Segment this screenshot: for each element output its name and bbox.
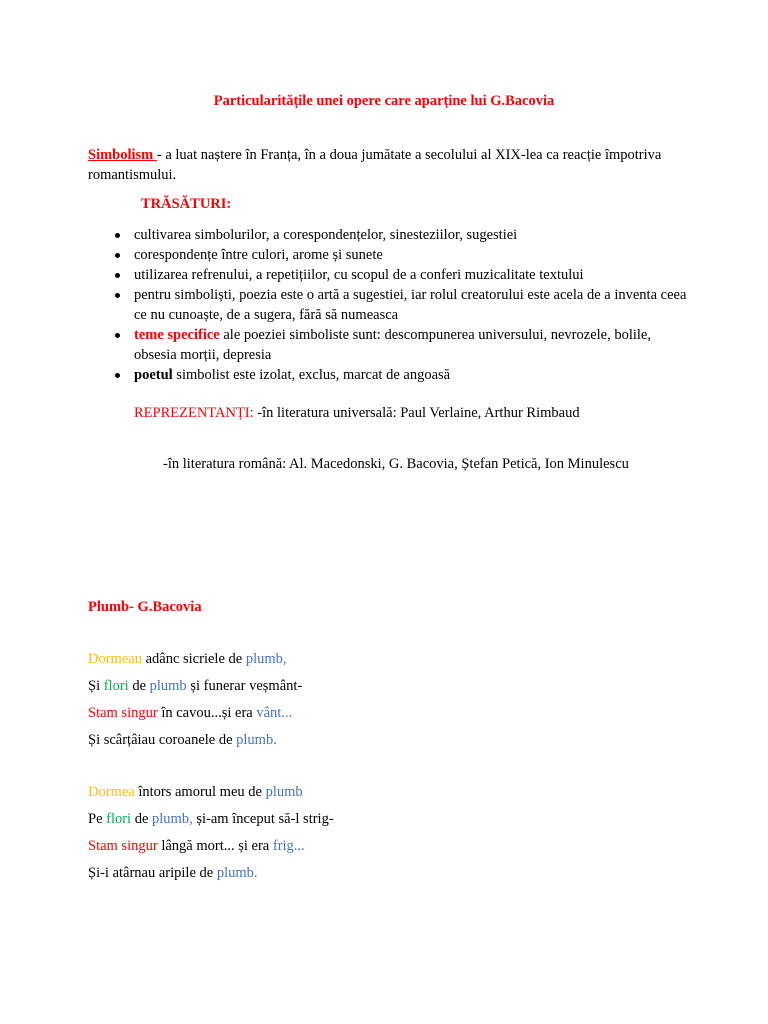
- poem-line: [88, 836, 334, 863]
- poem-text: Pe: [88, 811, 107, 827]
- poem-word: Stam singur: [88, 838, 158, 854]
- poem-text: Și scârțâiau coroanele de: [88, 732, 237, 748]
- poem-text: și-am început să-l strig-: [192, 811, 334, 827]
- reprezentanti-universal-text: -în literatura universală: Paul Verlaine, Arthur Rimbaud: [253, 405, 580, 421]
- bullet-text: simbolist este izolat, exclus, marcat de angoasă: [172, 367, 451, 383]
- poem-word: plumb: [149, 678, 187, 694]
- bullet-text: cultivarea simbolurilor, a corespondențelor, sinesteziilor, sugestiei: [134, 227, 518, 243]
- bullet-text: pentru simboliști, poezia este o artă a sugestiei, iar rolul creatorului este acela de a inventa ceea ce nu cunoaște, de a sugera, fără să numeasca: [134, 287, 687, 323]
- reprezentanti-universal: [134, 403, 580, 423]
- list-item: [134, 285, 694, 325]
- poem-line: [88, 730, 302, 757]
- poem-text: de: [128, 678, 150, 694]
- poem-text: adânc sicriele de: [141, 651, 246, 667]
- list-item: [134, 225, 694, 245]
- bullet-text: corespondențe între culori, arome și sunete: [134, 247, 383, 263]
- simbolism-term: Simbolism: [88, 147, 157, 163]
- poem-word: plumb,: [245, 651, 287, 667]
- bullet-text: utilizarea refrenului, a repetițiilor, cu scopul de a conferi muzicalitate textului: [134, 267, 584, 283]
- simbolism-paragraph: [88, 145, 668, 185]
- list-item: [134, 325, 694, 365]
- list-item: [134, 265, 694, 285]
- poem-title: Plumb- G.Bacovia: [88, 599, 202, 615]
- poem-text: în cavou...și era: [157, 705, 257, 721]
- poem-text: Și-i atârnau aripile de: [88, 865, 217, 881]
- reprezentanti-romana: -în literatura română: Al. Macedonski, G. Bacovia, Ștefan Petică, Ion Minulescu: [163, 456, 629, 472]
- poem-line: [88, 649, 302, 676]
- poem-word: plumb: [265, 784, 303, 800]
- poem-line: [88, 863, 334, 890]
- list-item: [134, 365, 694, 385]
- bullet-text: ale poeziei simboliste sunt: descompunerea universului, nevrozele, bolile, obsesia morții, depresia: [134, 327, 651, 363]
- poem-word: plumb.: [236, 732, 277, 748]
- poem-word: Dormea: [88, 784, 135, 800]
- poem-text: întors amorul meu de: [134, 784, 266, 800]
- page-title: Particularitățile unei opere care aparține lui G.Bacovia: [213, 93, 555, 109]
- simbolism-definition: - a luat naștere în Franța, în a doua jumătate a secolului al XIX-lea ca reacție împotriva romantismului.: [88, 147, 662, 183]
- poem-text: și funerar veșmânt-: [186, 678, 303, 694]
- trasaturi-heading: TRĂSĂTURI:: [141, 196, 232, 212]
- poem-word: plumb,: [152, 811, 193, 827]
- poem-word: flori: [103, 678, 129, 694]
- poem-text: de: [131, 811, 153, 827]
- poem-stanza-2: [88, 782, 334, 890]
- poem-word: Stam singur: [88, 705, 158, 721]
- poem-word: Dormeau: [88, 651, 142, 667]
- poem-word: vânt...: [256, 705, 293, 721]
- poem-word: flori: [106, 811, 132, 827]
- poem-word: frig...: [272, 838, 305, 854]
- poem-text: lângă mort... și era: [157, 838, 273, 854]
- poem-line: [88, 676, 302, 703]
- trasaturi-list: [134, 225, 694, 385]
- poem-line: [88, 703, 302, 730]
- poem-text: Și: [88, 678, 104, 694]
- poem-line: [88, 782, 334, 809]
- bullet-lead: teme specifice: [134, 327, 220, 343]
- list-item: [134, 245, 694, 265]
- poem-stanza-1: [88, 649, 302, 757]
- reprezentanti-label: REPREZENTANȚI:: [134, 405, 254, 421]
- bullet-lead: poetul: [134, 367, 173, 383]
- poem-word: plumb.: [216, 865, 258, 881]
- poem-line: [88, 809, 334, 836]
